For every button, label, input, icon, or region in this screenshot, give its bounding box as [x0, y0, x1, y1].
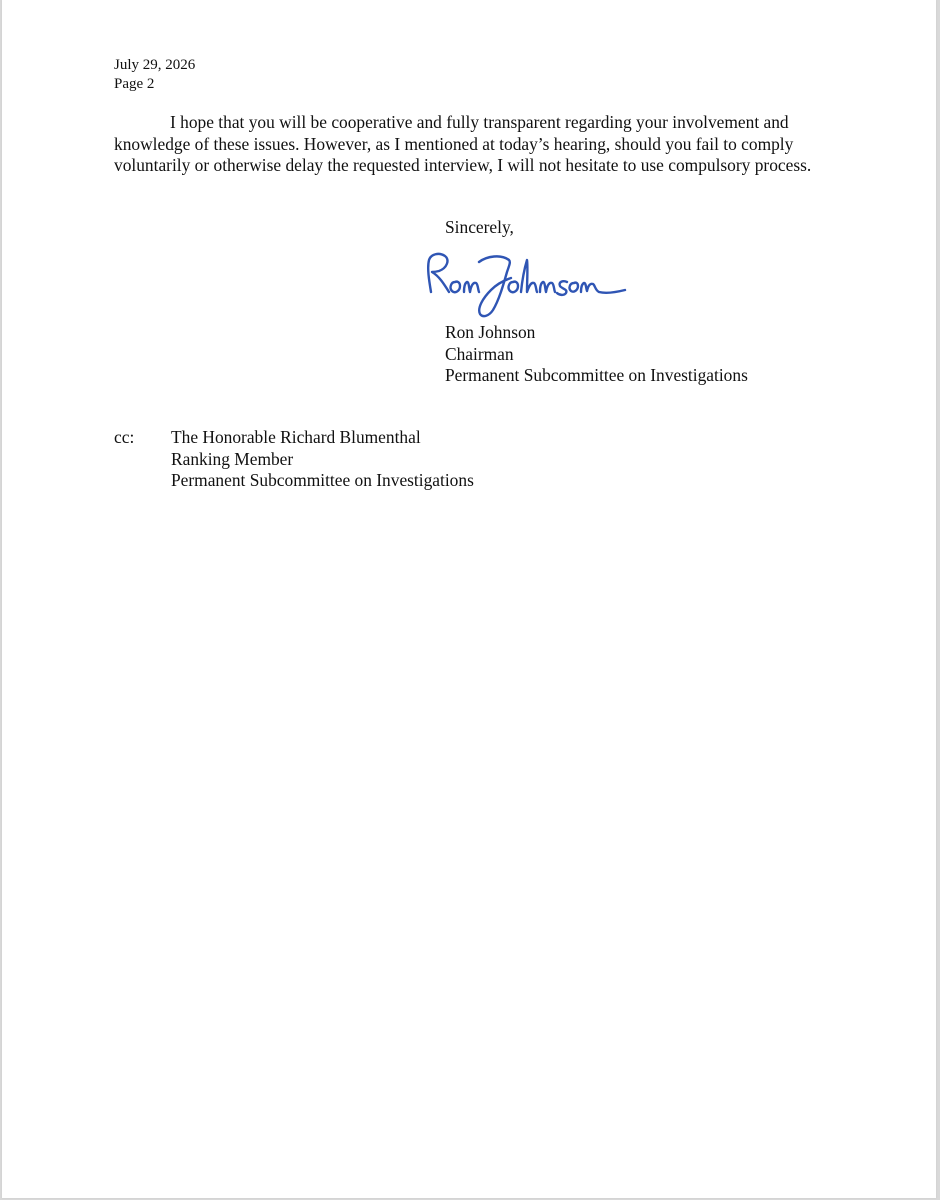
signatory-name: Ron Johnson — [445, 322, 536, 342]
header-page-number: Page 2 — [114, 76, 155, 92]
header-date: July 29, 2026 — [114, 57, 196, 73]
cc-label: cc: — [114, 427, 135, 447]
body-paragraph: I hope that you will be cooperative and fully transparent regarding your involvement and knowledge of these issues. However, as I mentioned at today’s hearing, should you fail to comply voluntarily or otherwise delay the requested interview, I will not hesitate to use compulsory process. — [114, 112, 812, 175]
cc-recipient-name: The Honorable Richard Blumenthal — [171, 427, 421, 447]
closing-salutation: Sincerely, — [445, 217, 514, 237]
cc-recipient-committee: Permanent Subcommittee on Investigations — [171, 470, 474, 490]
signatory-committee: Permanent Subcommittee on Investigations — [445, 365, 748, 385]
letter-page — [2, 0, 936, 1198]
signatory-block — [445, 322, 748, 387]
signature-graphic — [417, 238, 637, 322]
page-header — [114, 56, 195, 94]
cc-recipient-block — [171, 427, 474, 492]
cc-recipient-title: Ranking Member — [171, 448, 294, 469]
handwritten-signature — [417, 238, 637, 322]
signatory-title: Chairman — [445, 343, 514, 364]
